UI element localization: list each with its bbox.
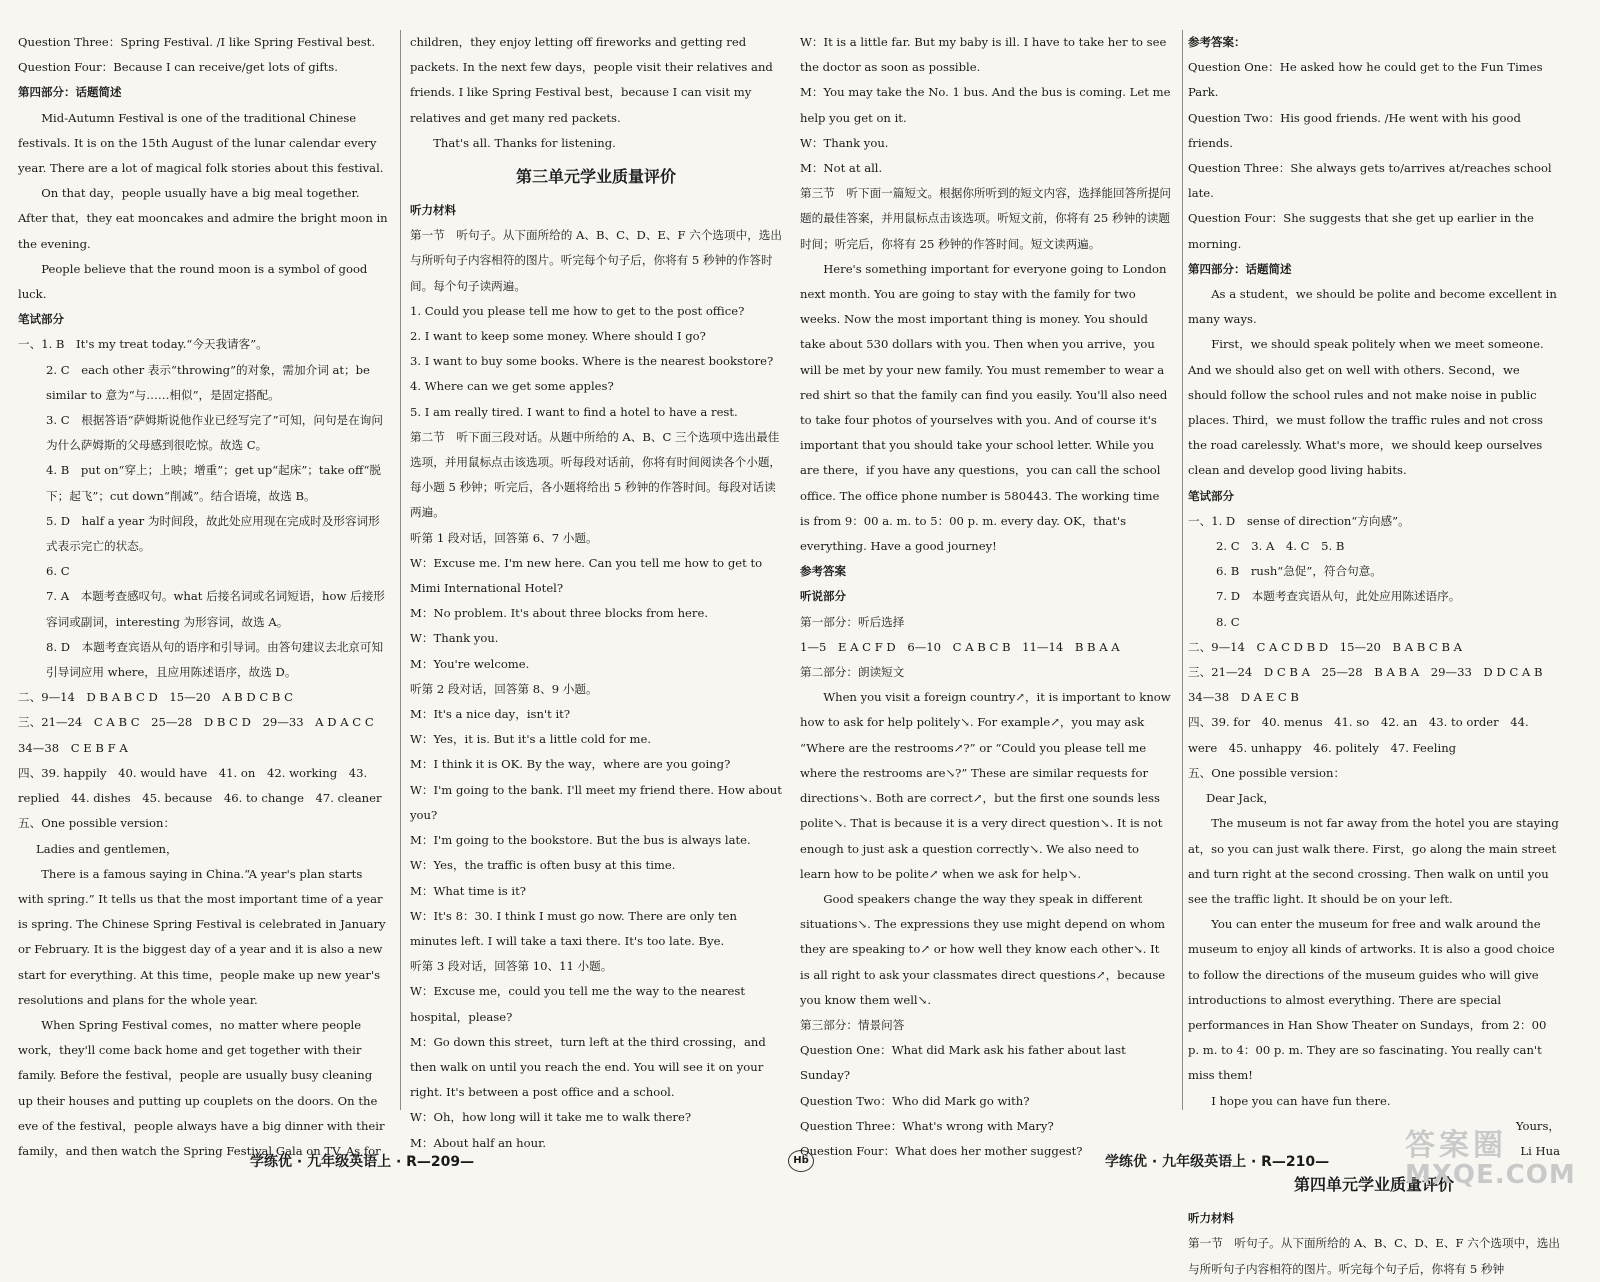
text-line: Question Two：His good friends. /He went with his good friends. [1188, 110, 1521, 150]
dialogue-line: W：Excuse me. I'm new here. Can you tell me how to get to Mimi International Hotel? [410, 555, 763, 596]
paragraph: First，we should speak politely when we meet someone. And we should also get on well with others. Second，we should follow the school rules and not make noise in public places. Third，we must follow the traffic rules and not cross the road carelessly. What's more，we should keep ourselves clean and develop good living habits. [1188, 337, 1544, 478]
text-line: Question Four：She suggests that she get up earlier in the morning. [1188, 211, 1534, 251]
letter-greeting: Dear Jack， [1206, 791, 1275, 806]
dialogue-line: W：It is a little far. But my baby is ill. I have to take her to see the doctor as soon as possible. [800, 35, 1167, 75]
paragraph: I hope you can have fun there. [1211, 1093, 1391, 1108]
dialogue-line: M：I'm going to the bookstore. But the bus is always late. [410, 833, 751, 848]
letter-closing: Yours， [1515, 1118, 1560, 1133]
dialogue-line: W：Oh，how long will it take me to walk there? [410, 1110, 692, 1125]
text-line: 3. I want to buy some books. Where is the nearest bookstore? [410, 354, 774, 369]
paragraph: children，they enjoy letting off fireworks and getting red packets. In the next few days，people visit their relatives and friends. I like Spring Festival best，because I can visit my relatives and get many red packets. [410, 35, 773, 125]
dialogue-line: M：It's a nice day，isn't it? [410, 707, 571, 722]
answer-line: 三、21—24 C A B C 25—28 D B C D 29—33 A D A C C 34—38 C E B F A [18, 715, 386, 755]
answer-line: 四、39. for 40. menus 41. so 42. an 43. to order 44. were 45. unhappy 46. politely 47. Feeling [1188, 715, 1529, 755]
paragraph: Good speakers change the way they speak in different situations↘. The expressions they use might depend on whom they are speaking to↗ or how well they know each other↘. It is all right to ask your classmates direct questions↗，because you know them well↘. [800, 891, 1166, 1007]
instruction: 第一节 听句子。从下面所给的 A、B、C、D、E、F 六个选项中，选出与所听句子内容相符的图片。听完每个句子后，你将有 5 秒钟 [1188, 1236, 1560, 1276]
answer-line: 五、One possible version： [18, 816, 176, 831]
section-heading: 参考答案： [1188, 35, 1246, 49]
letter-greeting: Ladies and gentlemen， [36, 841, 178, 856]
unit-title: 第四单元学业质量评价 [1293, 1175, 1454, 1195]
section-heading: 笔试部分 [1188, 488, 1234, 503]
dialogue-line: W：Excuse me，could you tell me the way to the nearest hospital，please? [410, 984, 746, 1024]
footer-left: 学练优 · 九年级英语上 · R—209— [250, 1154, 475, 1170]
text-line: 听第 2 段对话，回答第 8、9 小题。 [410, 681, 598, 696]
section-heading: 听说部分 [800, 589, 846, 604]
column-3 [800, 30, 1172, 1164]
text-line: Question Three：Spring Festival. /I like Spring Festival best. [18, 35, 376, 49]
column-2 [410, 30, 782, 1156]
paragraph: Here's something important for everyone going to London next month. You are going to stay with the family for two weeks. Now the most important thing is money. You should take about 530 dollars with you. Then when you arrive，you will be met by your new family. You must remember to wear a red shirt so that the family can find you easily. You'll also need to take four photos of yourselves with you. And of course it's important that you should take your school letter. While you are there，if you have any questions，you can call the school office. The office phone number is 580443. The working time is from 9：00 a. m. to 5：00 p. m. every day. OK，that's everything. Have a good journey! [800, 261, 1168, 554]
dialogue-line: W：Thank you. [800, 135, 889, 150]
text-line: 听第 3 段对话，回答第 10、11 小题。 [410, 959, 613, 974]
paragraph: When you visit a foreign country↗，it is important to know how to ask for help politely↘. For example↗，you may ask “Where are the restrooms↗?” or “Could you please tell me where the restrooms are↘?” These are similar requests for directions↘. Both are correct↗，but the first one sounds less polite↘. That is because it is a very direct question↘. It is not enough to just ask a question correctly↘. We also need to learn how to be polite↗ when we ask for help↘. [800, 690, 1171, 881]
letter-signature: Li Hua [1520, 1143, 1560, 1158]
left-page [0, 0, 800, 1158]
instruction: 第二节 听下面三段对话。从题中所给的 A、B、C 三个选项中选出最佳选项，并用鼠标点击该选项。听每段对话前，你将有时间阅读各个小题，每小题 5 秒钟；听完后，各小题将给出 5 秒钟的作答时间。每段对话读两遍。 [410, 429, 782, 520]
publisher-logo: Hb [788, 1150, 814, 1172]
dialogue-line: M：What time is it? [410, 883, 526, 898]
paragraph: Mid-Autumn Festival is one of the traditional Chinese festivals. It is on the 15th August of the lunar calendar every year. There are a lot of magical folk stories about this festival. [18, 110, 384, 176]
text-line: Question One：He asked how he could get to the Fun Times Park. [1188, 60, 1543, 100]
text-line: Question Four：Because I can receive/get lots of gifts. [18, 60, 338, 75]
answer-line: 6. B rush“急促”，符合句意。 [1216, 564, 1382, 579]
dialogue-line: M：You may take the No. 1 bus. And the bus is coming. Let me help you get on it. [800, 85, 1171, 125]
column-divider [400, 30, 401, 1110]
dialogue-line: W：I'm going to the bank. I'll meet my friend there. How about you? [410, 782, 782, 822]
section-heading: 第四部分：话题简述 [18, 85, 122, 100]
paragraph: The museum is not far away from the hotel you are staying at，so you can just walk there. First，go along the main street and turn right at the second crossing. Then walk on until you see the traffic light. It should be on your left. [1188, 816, 1559, 906]
text-line: 2. I want to keep some money. Where should I go? [410, 329, 706, 344]
column-4 [1188, 30, 1560, 1282]
answer-line: 一、1. B It's my treat today.“今天我请客”。 [18, 337, 268, 352]
dialogue-line: M：You're welcome. [410, 656, 530, 671]
text-line: Question Two：Who did Mark go with? [800, 1093, 1030, 1108]
answer-line: 6. C [46, 564, 70, 579]
paragraph: You can enter the museum for free and walk around the museum to enjoy all kinds of artworks. It is also a good choice to follow the directions of the museum guides who will give introductions to almost everything. There are special performances in Han Show Theater on Sundays，from 2：00 p. m. to 4：00 p. m. They are so fascinating. You really can't miss them! [1188, 917, 1555, 1083]
answer-line: 2. C each other 表示“throwing”的对象，需加介词 at；be similar to 意为“与……相似”，是固定搭配。 [46, 362, 370, 402]
column-1 [18, 30, 390, 1164]
paragraph: On that day，people usually have a big meal together. After that，they eat mooncakes and admire the bright moon in the evening. [18, 186, 388, 251]
answer-line: 3. C 根据答语“萨姆斯说他作业已经写完了”可知，问句是在询问为什么萨姆斯的父母感到很吃惊。故选 C。 [46, 413, 383, 453]
text-line: Question Three：What's wrong with Mary? [800, 1118, 1054, 1133]
answer-line: 2. C 3. A 4. C 5. B [1216, 539, 1345, 554]
answer-line: 一、1. D sense of direction“方向感”。 [1188, 513, 1410, 528]
section-heading: 听力材料 [1188, 1211, 1234, 1226]
answer-line: 二、9—14 C A C D B D 15—20 B A B C B A [1188, 639, 1463, 654]
text-line: 4. Where can we get some apples? [410, 379, 614, 394]
text-line: 听第 1 段对话，回答第 6、7 小题。 [410, 530, 598, 545]
text-line: Question One：What did Mark ask his father about last Sunday? [800, 1043, 1126, 1083]
answer-line: 三、21—24 D C B A 25—28 B A B A 29—33 D D C A B 34—38 D A E C B [1188, 665, 1555, 705]
section-heading: 听力材料 [410, 203, 456, 218]
dialogue-line: M：Not at all. [800, 161, 883, 176]
text-line: Question Four：What does her mother suggest? [800, 1143, 1083, 1158]
text-line: 第一部分：听后选择 [800, 614, 905, 629]
dialogue-line: W：It's 8：30. I think I must go now. There are only ten minutes left. I will take a taxi there. It's too late. Bye. [410, 908, 737, 948]
paragraph: As a student，we should be polite and become excellent in many ways. [1188, 287, 1557, 327]
text-line: 第三部分：情景问答 [800, 1017, 905, 1032]
paragraph: There is a famous saying in China.“A year's plan starts with spring.” It tells us that the most important time of a year is spring. The Chinese Spring Festival is celebrated in January or February. It is the biggest day of a year and it is also a new start for everything. At this time，people make up new year's resolutions and plans for the whole year. [18, 866, 386, 1007]
text-line: 5. I am really tired. I want to find a hotel to have a rest. [410, 404, 738, 419]
section-heading: 笔试部分 [18, 312, 64, 327]
instruction: 第三节 听下面一篇短文。根据你所听到的短文内容，选择能回答所提问题的最佳答案，并用鼠标点击该选项。听短文前，你将有 25 秒钟的读题时间；听完后，你将有 25 秒钟的作答时间。短文读两遍。 [800, 186, 1172, 251]
answer-line: 五、One possible version： [1188, 765, 1346, 780]
watermark [1405, 1120, 1595, 1202]
column-divider [1182, 30, 1183, 1110]
dialogue-line: W：Yes，the traffic is often busy at this time. [410, 858, 676, 873]
answer-line: 7. D 本题考查宾语从句，此处应用陈述语序。 [1216, 589, 1461, 604]
answer-line: 4. B put on“穿上；上映；增重”；get up“起床”；take off“脱下；起飞”；cut down“削减”。结合语境，故选 B。 [46, 463, 381, 503]
text-line: Question Three：She always gets to/arrives at/reaches school late. [1188, 161, 1552, 201]
dialogue-line: M：I think it is OK. By the way，where are you going? [410, 757, 731, 772]
dialogue-line: W：Yes，it is. But it's a little cold for me. [410, 732, 652, 747]
paragraph: That's all. Thanks for listening. [433, 135, 616, 150]
answer-line: 四、39. happily 40. would have 41. on 42. working 43. replied 44. dishes 45. because 46. to change 47. cleaner [18, 765, 382, 806]
dialogue-line: M：Go down this street，turn left at the third crossing，and then walk on until you reach the end. You will see it on your right. It's between a post office and a school. [410, 1034, 766, 1100]
section-heading: 第四部分：话题简述 [1188, 261, 1292, 276]
watermark-url: MXQE.COM [1405, 1160, 1576, 1190]
watermark-logo-text: 答案圈 [1405, 1128, 1507, 1163]
answer-line: 二、9—14 D B A B C D 15—20 A B D C B C [18, 690, 293, 705]
paragraph: When Spring Festival comes，no matter where people work，they'll come back home and get together with their family. Before the festival，people are usually busy cleaning up their houses and putting up couplets on the doors. On the eve of the festival，people always have a big dinner with their family，and then watch the Spring Festival Gala on TV. As for [18, 1017, 385, 1158]
footer-right: 学练优 · 九年级英语上 · R—210— [1105, 1154, 1330, 1170]
answer-line: 8. D 本题考查宾语从句的语序和引导词。由答句建议去北京可知引导词应用 where，且应用陈述语序，故选 D。 [46, 639, 384, 680]
unit-title: 第三单元学业质量评价 [515, 167, 676, 187]
text-line: 第二部分：朗读短文 [800, 665, 905, 680]
answer-line: 8. C [1216, 614, 1240, 629]
instruction: 第一节 听句子。从下面所给的 A、B、C、D、E、F 六个选项中，选出与所听句子内容相符的图片。听完每个句子后，你将有 5 秒钟的作答时间。每个句子读两遍。 [410, 228, 782, 293]
answer-line: 1—5 E A C F D 6—10 C A B C B 11—14 B B A A [800, 639, 1120, 654]
section-heading: 参考答案 [800, 564, 846, 579]
answer-line: 5. D half a year 为时间段，故此处应用现在完成时及形容词形式表示完亡的状态。 [46, 513, 380, 554]
text-line: 1. Could you please tell me how to get to the post office? [410, 303, 745, 318]
dialogue-line: W：Thank you. [410, 631, 499, 646]
dialogue-line: M：No problem. It's about three blocks from here. [410, 606, 709, 621]
dialogue-line: M：About half an hour. [410, 1135, 547, 1150]
paragraph: People believe that the round moon is a symbol of good luck. [18, 261, 368, 302]
answer-line: 7. A 本题考查感叹句。what 后接名词或名词短语，how 后接形容词或副词，interesting 为形容词，故选 A。 [46, 589, 385, 629]
